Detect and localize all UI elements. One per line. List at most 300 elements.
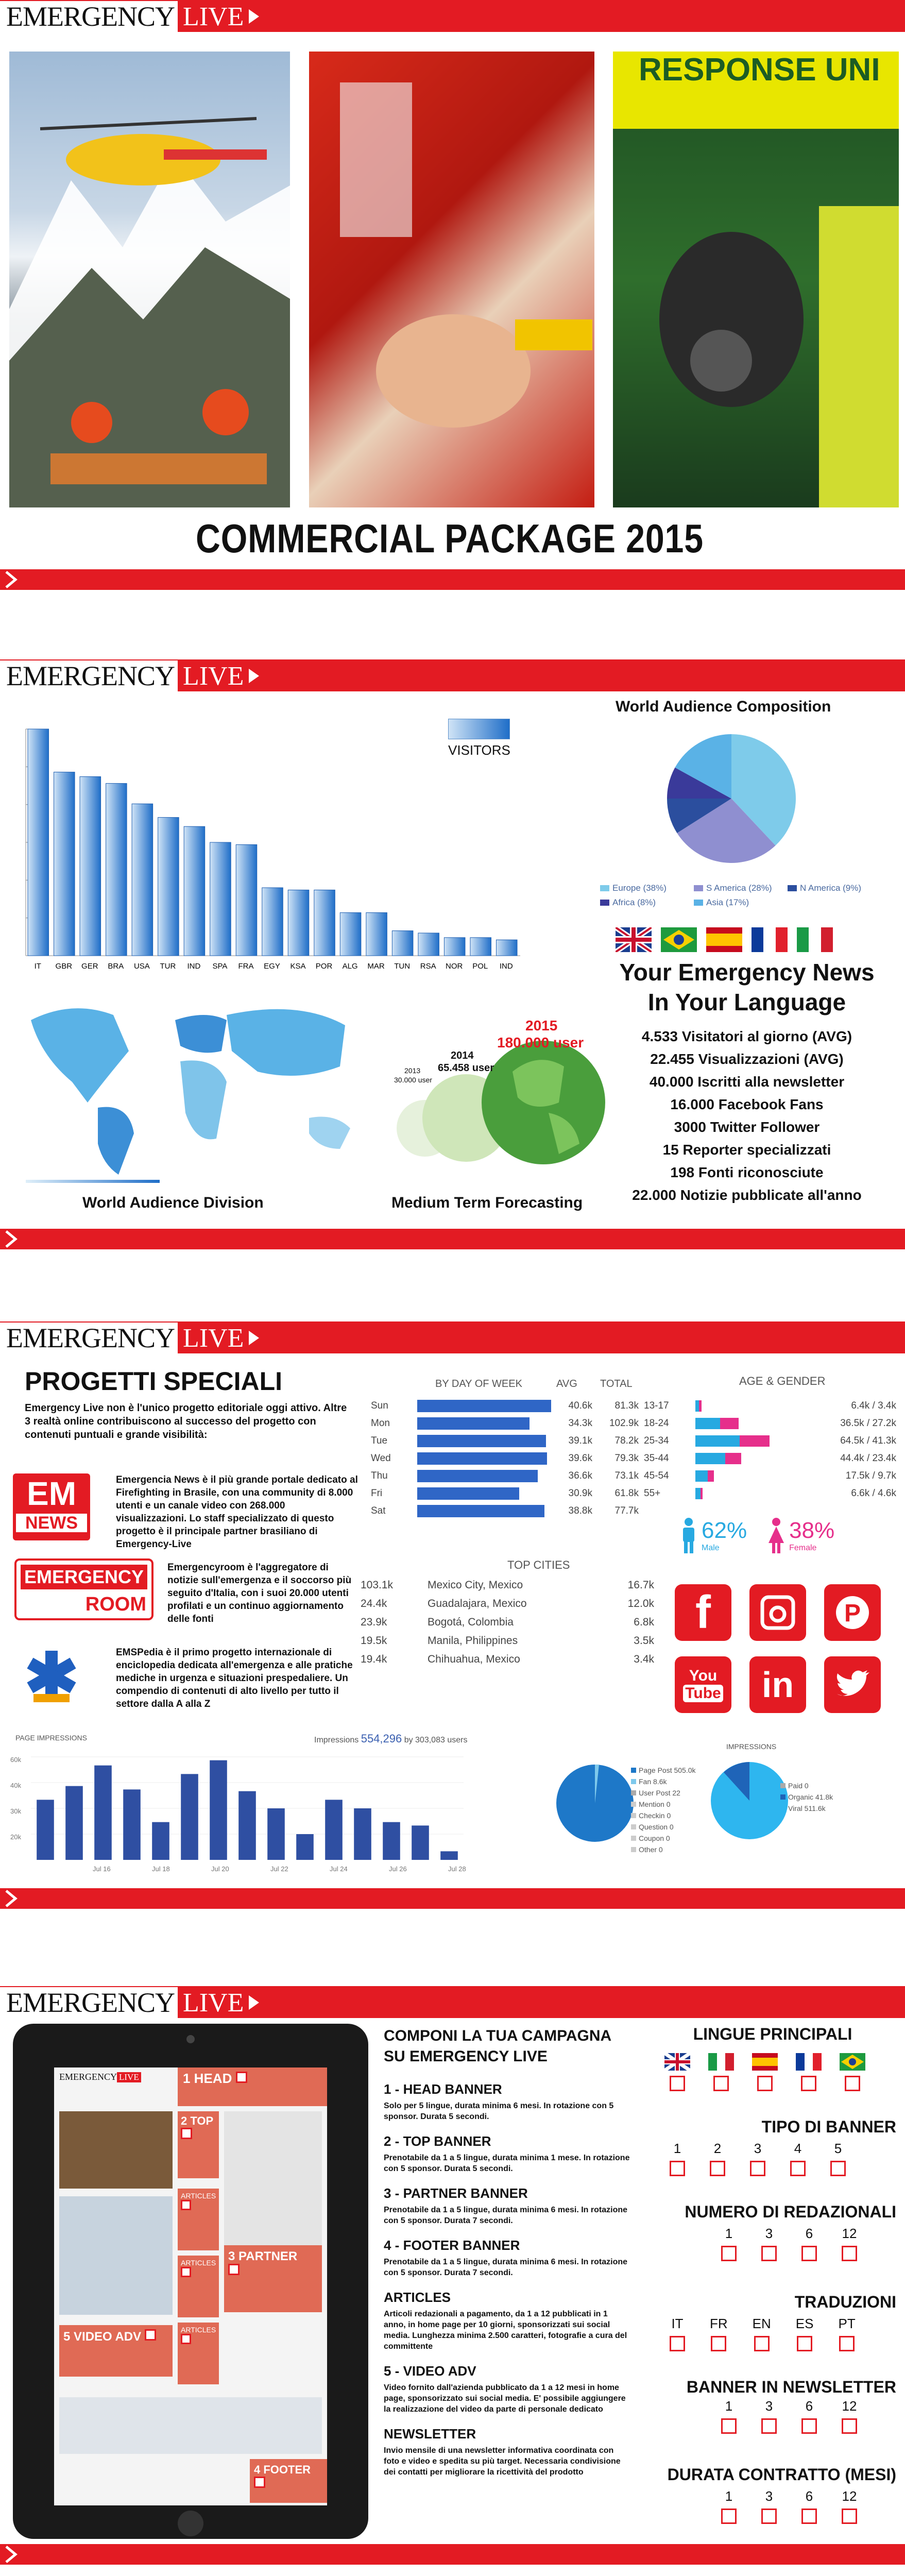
traduzioni-option-label: IT <box>671 2316 684 2331</box>
dow-day: Fri <box>371 1488 383 1499</box>
dow-avg: 38.8k <box>568 1505 592 1516</box>
visitor-bar-label: ALG <box>342 962 358 971</box>
city-row <box>361 1616 664 1635</box>
visitor-bar <box>236 844 257 956</box>
impr-bar <box>412 1825 429 1860</box>
page-impr-label: PAGE IMPRESSIONS <box>15 1734 87 1742</box>
ad-video[interactable]: 5 VIDEO ADV <box>59 2325 173 2377</box>
age-value: 6.4k / 3.4k <box>851 1400 896 1411</box>
dow-day: Sat <box>371 1505 386 1516</box>
impr-bar <box>152 1822 169 1860</box>
medium-term-label: Medium Term Forecasting <box>391 1194 583 1211</box>
pie-legend-item <box>694 897 781 908</box>
campaign-title-1: COMPONI LA TUA CAMPAGNA <box>384 2027 612 2044</box>
uk-flag-icon <box>664 2053 690 2071</box>
france-flag-icon <box>796 2053 822 2071</box>
ad-articles-2[interactable]: ARTICLES <box>178 2256 219 2317</box>
stat-line: 22.455 Visualizzazioni (AVG) <box>650 1051 844 1067</box>
ad-articles-1[interactable]: ARTICLES <box>178 2189 219 2250</box>
tablet-mockup <box>13 2024 368 2539</box>
dow-bar-track <box>417 1452 551 1465</box>
campaign-item-title: 4 - FOOTER BANNER <box>384 2238 520 2253</box>
logo-live: LIVE <box>178 1323 264 1353</box>
lang-fr-checkbox[interactable] <box>801 2076 816 2091</box>
redazionali-checkbox[interactable] <box>761 2246 777 2261</box>
durata-option <box>721 2488 737 2524</box>
campaign-item <box>384 2363 631 2415</box>
newsletter-checkbox[interactable] <box>761 2418 777 2434</box>
svg-text:P: P <box>844 1600 861 1627</box>
world-map <box>10 979 371 1185</box>
forecast-2015-users: 180.000 user <box>497 1035 584 1050</box>
dow-day: Tue <box>371 1435 388 1446</box>
impr-bar <box>383 1822 400 1860</box>
logo-text: EMERGENCY <box>6 1323 175 1353</box>
tipo-checkbox[interactable] <box>830 2161 846 2176</box>
linkedin-icon[interactable]: in <box>749 1656 806 1713</box>
newsletter-option-label: 6 <box>805 2398 813 2414</box>
lang-it-checkbox[interactable] <box>713 2076 729 2091</box>
pie-2-legend <box>780 1780 833 1814</box>
stat-line: 40.000 Iscritti alla newsletter <box>649 1074 845 1090</box>
visitor-bar-label: POR <box>315 962 333 971</box>
lang-es-checkbox[interactable] <box>757 2076 773 2091</box>
audience-pie-chart <box>664 732 798 866</box>
tipo-checkbox[interactable] <box>710 2161 725 2176</box>
newsletter-title: BANNER IN NEWSLETTER <box>686 2378 896 2396</box>
impressions-users: by 303,083 users <box>404 1736 468 1744</box>
pie-1-legend-item: Fan 8.6k <box>631 1776 696 1787</box>
tipo-checkbox[interactable] <box>750 2161 765 2176</box>
visitor-bar-label: BRA <box>108 962 124 971</box>
dow-day: Thu <box>371 1470 388 1481</box>
spain-flag-icon <box>752 2053 778 2071</box>
forecast-2014-year: 2014 <box>451 1050 474 1061</box>
footer-bar-1 <box>0 569 905 590</box>
age-bar-male <box>695 1488 701 1499</box>
lang-en-checkbox[interactable] <box>670 2076 685 2091</box>
tipo-option <box>790 2141 806 2176</box>
campaign-item-text: Prenotabile da 1 a 5 lingue, durata minima 6 mesi. In rotazione con 5 sponsor. Durata 7 secondi. <box>384 2258 628 2277</box>
tablet-home-button[interactable] <box>178 2511 203 2536</box>
male-pct: 62% <box>702 1518 747 1543</box>
traduzioni-checkbox[interactable] <box>839 2336 855 2351</box>
visitors-legend <box>448 719 510 758</box>
traduzioni-checkbox[interactable] <box>670 2336 685 2351</box>
france-flag-icon <box>752 927 788 952</box>
age-bar-female <box>740 1435 770 1447</box>
impr-x-label: Jul 18 <box>152 1865 170 1873</box>
pie-legend-item <box>600 897 688 908</box>
dow-row <box>371 1502 649 1520</box>
impr-bar <box>238 1791 256 1860</box>
redazionali-options <box>721 2226 857 2261</box>
facebook-icon[interactable]: f <box>675 1584 731 1641</box>
campaign-items <box>384 2081 631 2489</box>
city-value: 12.0k <box>627 1598 654 1609</box>
visitor-bar <box>444 938 465 956</box>
age-bar <box>695 1435 819 1447</box>
campaign-item-title: 2 - TOP BANNER <box>384 2133 491 2149</box>
impr-bar <box>65 1786 83 1860</box>
newsletter-option <box>842 2398 857 2434</box>
traduzioni-options <box>670 2316 856 2351</box>
impr-x-label: Jul 28 <box>448 1865 466 1873</box>
newsletter-checkbox[interactable] <box>721 2418 737 2434</box>
newsletter-options <box>721 2398 857 2434</box>
traduzioni-checkbox[interactable] <box>711 2336 726 2351</box>
project-2-text: Emergencyroom è l'aggregatore di notizie sull'emergenza e il soccorso più seguito d'Italia, con i suoi 20.000 utenti profilati e un continuo aggiornamento delle fonti <box>167 1562 352 1624</box>
tipo-checkbox[interactable] <box>670 2161 685 2176</box>
impressions-pie-2 <box>708 1759 791 1842</box>
tipo-option-label: 1 <box>673 2141 681 2156</box>
age-bar-female <box>725 1453 741 1464</box>
traduzioni-option <box>710 2316 728 2351</box>
tipo-options <box>670 2141 846 2176</box>
instagram-icon[interactable] <box>749 1584 806 1641</box>
world-map-icon <box>10 979 371 1185</box>
age-bar-male <box>695 1400 699 1412</box>
dow-avg: 34.3k <box>568 1418 592 1429</box>
city-value: 6.8k <box>634 1616 654 1628</box>
age-bar-male <box>695 1435 740 1447</box>
pie-1-legend-item: Checkin 0 <box>631 1810 696 1821</box>
visitor-bar-label: TUN <box>394 962 411 971</box>
twitter-icon[interactable] <box>824 1656 881 1713</box>
impressions-pie-1 <box>554 1762 636 1844</box>
campaign-item-text: Solo per 5 lingue, durata minima 6 mesi. In rotazione con 5 sponsor. Durata 5 secondi. <box>384 2102 614 2121</box>
redazionali-option-label: 12 <box>842 2226 857 2241</box>
campaign-item <box>384 2426 631 2478</box>
visitor-bar-label: GER <box>81 962 98 971</box>
logo-2[interactable] <box>0 660 264 691</box>
footer-bar-4 <box>0 2544 905 2565</box>
project-3-text: EMSPedia è il primo progetto internazionale di enciclopedia dedicata all'emergenza e alle pratiche mediche in urgenza e situazioni prespedaliere. Un compendio di contenuti di alto livello per tutto il settore dalla A alla Z <box>116 1647 353 1709</box>
pinterest-icon[interactable] <box>824 1584 881 1641</box>
age-table <box>644 1397 896 1502</box>
pie-1-legend-item: Question 0 <box>631 1821 696 1833</box>
italy-flag-icon <box>797 927 833 952</box>
impr-x-label: Jul 16 <box>93 1865 111 1873</box>
campaign-item-text: Prenotabile da 1 a 5 lingue, durata minima 1 mese. In rotazione con 5 sponsor. Durata 5 secondi. <box>384 2154 630 2173</box>
dow-total: 102.9k <box>609 1418 639 1429</box>
age-range: 25-34 <box>644 1435 669 1446</box>
tablet-camera <box>186 2035 195 2043</box>
durata-option <box>801 2488 817 2524</box>
visitor-bar <box>418 933 439 956</box>
chevron-right-icon <box>4 1889 19 1908</box>
campaign-item-title: NEWSLETTER <box>384 2426 476 2442</box>
durata-title: DURATA CONTRATTO (MESI) <box>667 2465 896 2484</box>
traduzioni-option <box>796 2316 814 2351</box>
city-sessions: 23.9k <box>361 1616 387 1628</box>
lingue-options <box>664 2053 865 2091</box>
traduzioni-title: TRADUZIONI <box>794 2293 896 2311</box>
durata-checkbox[interactable] <box>842 2509 857 2524</box>
newsletter-checkbox[interactable] <box>801 2418 817 2434</box>
female-pct: 38% <box>789 1518 835 1543</box>
footer-bar-3 <box>0 1888 905 1909</box>
stat-line: 198 Fonti riconosciute <box>670 1164 824 1180</box>
durata-checkbox[interactable] <box>721 2509 737 2524</box>
visitor-bar-label: NOR <box>446 962 463 971</box>
logo-3[interactable] <box>0 1323 264 1353</box>
pie-1-legend-item: Mention 0 <box>631 1799 696 1810</box>
pie-1-legend-item: User Post 22 <box>631 1787 696 1799</box>
special-projects-title: PROGETTI SPECIALI <box>25 1367 283 1396</box>
visitor-bar <box>80 776 101 956</box>
dow-total: 73.1k <box>614 1470 639 1481</box>
impressions-summary <box>314 1732 467 1745</box>
male-label: Male <box>702 1544 720 1552</box>
forecast-2013-users: 30.000 user <box>394 1076 432 1084</box>
durata-checkbox[interactable] <box>761 2509 777 2524</box>
ad-footer[interactable]: 4 FOOTER <box>250 2459 327 2503</box>
tipo-option <box>710 2141 725 2176</box>
dow-day: Wed <box>371 1453 391 1464</box>
durata-option-label: 1 <box>725 2488 733 2504</box>
impressions-bar-chart <box>10 1747 474 1878</box>
campaign-item-text: Articoli redazionali a pagamento, da 1 a 12 pubblicati in 1 anno, in home page per 10 giorni, sponsorizzati sui social media. Lunghezza minima 2.500 caratteri, fotografie a cura del committente <box>384 2310 627 2351</box>
impr-x-label: Jul 26 <box>389 1865 407 1873</box>
traduzioni-option-label: PT <box>838 2316 856 2331</box>
ad-articles-3[interactable]: ARTICLES <box>178 2323 219 2384</box>
durata-option <box>842 2488 857 2524</box>
female-label: Female <box>789 1544 817 1552</box>
legend-swatch <box>694 900 703 906</box>
dow-avg: 36.6k <box>568 1470 592 1481</box>
newsletter-option-label: 1 <box>725 2398 733 2414</box>
city-sessions: 19.5k <box>361 1635 387 1647</box>
age-range: 18-24 <box>644 1418 669 1429</box>
age-value: 64.5k / 41.3k <box>840 1435 896 1446</box>
logo-1[interactable] <box>0 1 264 32</box>
photo-rescue <box>309 52 594 507</box>
er-logo-line2: ROOM <box>85 1594 146 1615</box>
traduzioni-option-label: FR <box>710 2316 728 2331</box>
tipo-option-label: 5 <box>834 2141 842 2156</box>
traduzioni-option-label: EN <box>752 2316 771 2331</box>
er-logo-line1: EMERGENCY <box>21 1565 147 1589</box>
visitor-bar-label: RSA <box>420 962 436 971</box>
age-row <box>644 1485 896 1502</box>
pie-legend-item <box>694 883 781 893</box>
age-bar <box>695 1470 819 1482</box>
newsletter-option-label: 12 <box>842 2398 857 2414</box>
project-1-text: Emergencia News è il più grande portale dedicato al Firefighting in Brasile, con una community di 8.000 utenti e un canale video con 268.000 visualizzazioni. Lo staff specializzato di questo progetto è il principale partner brasiliano di Emergency-Live <box>116 1475 358 1550</box>
dow-row <box>371 1432 649 1450</box>
campaign-item-title: ARTICLES <box>384 2290 451 2305</box>
campaign-item-text: Invio mensile di una newsletter informativa coordinata con foto e video e spedita su più target. Necessaria condivisione dei contatti per migliorare la ricettività del prodotto <box>384 2446 621 2477</box>
total-header: TOTAL <box>600 1378 633 1389</box>
age-bar-female <box>708 1470 714 1482</box>
dow-row <box>371 1467 649 1485</box>
age-range: 35-44 <box>644 1453 669 1464</box>
stat-line: 16.000 Facebook Fans <box>670 1096 824 1112</box>
dow-bar <box>417 1470 538 1482</box>
stat-line: 4.533 Visitatori al giorno (AVG) <box>641 1028 852 1044</box>
lingue-title: LINGUE PRINCIPALI <box>693 2025 852 2043</box>
campaign-item-title: 3 - PARTNER BANNER <box>384 2185 528 2201</box>
impr-bar <box>325 1800 343 1860</box>
city-name: Bogotá, Colombia <box>428 1616 514 1628</box>
durata-checkbox[interactable] <box>801 2509 817 2524</box>
dow-avg: 40.6k <box>568 1400 592 1411</box>
redazionali-option <box>761 2226 777 2261</box>
age-range: 45-54 <box>644 1470 669 1481</box>
age-row <box>644 1450 896 1467</box>
legend-swatch <box>788 885 797 891</box>
redazionali-checkbox[interactable] <box>842 2246 857 2261</box>
pie-1-legend-item: Other 0 <box>631 1844 696 1855</box>
dow-day: Mon <box>371 1418 390 1429</box>
redazionali-option <box>721 2226 737 2261</box>
chevron-right-icon <box>4 570 19 589</box>
impr-bar <box>296 1834 314 1860</box>
age-row <box>644 1415 896 1432</box>
impr-axis-label: 60k <box>10 1756 21 1764</box>
age-row <box>644 1432 896 1450</box>
star-of-life-icon <box>21 1649 82 1705</box>
logo-live: LIVE <box>178 1987 264 2018</box>
impr-axis-label: 20k <box>10 1833 21 1841</box>
logo-live: LIVE <box>178 660 264 691</box>
pie-legend-item <box>788 883 875 893</box>
dow-row <box>371 1485 649 1502</box>
pie-2-legend-item: Paid 0 <box>780 1780 833 1791</box>
tipo-option <box>670 2141 685 2176</box>
tipo-option <box>830 2141 846 2176</box>
pie-legend-item <box>600 883 688 893</box>
impr-bar <box>94 1766 112 1860</box>
visitor-bar-label: MAR <box>367 962 385 971</box>
durata-option-label: 12 <box>842 2488 857 2504</box>
visitor-bar-label: USA <box>133 962 150 971</box>
pie-2-legend-item: Organic 41.8k <box>780 1791 833 1803</box>
visitor-bar-label: IT <box>34 962 41 971</box>
map-scale-bar <box>26 1180 160 1183</box>
tipo-checkbox[interactable] <box>790 2161 806 2176</box>
emergency-room-logo <box>14 1558 153 1620</box>
em-news-logo: EM NEWS <box>13 1473 90 1540</box>
impressions-small-label: IMPRESSIONS <box>726 1742 777 1751</box>
footer-bar-2 <box>0 1229 905 1249</box>
dow-bar <box>417 1400 551 1412</box>
female-icon <box>767 1517 785 1553</box>
age-bar <box>695 1418 819 1429</box>
durata-option-label: 3 <box>765 2488 773 2504</box>
age-value: 44.4k / 23.4k <box>840 1453 896 1464</box>
traduzioni-option <box>670 2316 685 2351</box>
visitor-bar <box>366 912 387 956</box>
mini-logo: EMERGENCY <box>59 2072 117 2082</box>
campaign-item <box>384 2133 631 2174</box>
campaign-item <box>384 2081 631 2122</box>
tablet-screen <box>54 2067 327 2505</box>
stats-list <box>597 1025 896 1207</box>
campaign-title-2: SU EMERGENCY LIVE <box>384 2048 548 2065</box>
tipo-option <box>750 2141 765 2176</box>
ad-top[interactable]: 2 TOP <box>178 2111 219 2178</box>
age-value: 36.5k / 27.2k <box>840 1418 896 1429</box>
logo-4[interactable] <box>0 1987 264 2018</box>
newsletter-option <box>721 2398 737 2434</box>
legend-label: VISITORS <box>448 742 510 758</box>
city-row <box>361 1653 664 1672</box>
legend-swatch <box>600 885 609 891</box>
stat-line: 15 Reporter specializzati <box>662 1142 831 1158</box>
ad-head[interactable]: 1 HEAD <box>178 2067 327 2106</box>
traduzioni-checkbox[interactable] <box>754 2336 770 2351</box>
dow-total: 77.7k <box>614 1505 639 1516</box>
visitor-bar-label: FRA <box>238 962 254 971</box>
dow-bar-track <box>417 1505 551 1517</box>
dow-bar-track <box>417 1400 551 1412</box>
dow-day: Sun <box>371 1400 388 1411</box>
visitor-bar <box>54 772 75 956</box>
campaign-item <box>384 2238 631 2278</box>
tipo-title: TIPO DI BANNER <box>761 2117 896 2136</box>
visitor-bar <box>184 826 205 956</box>
visitor-bar-label: GBR <box>55 962 73 971</box>
lang-pt-checkbox[interactable] <box>845 2076 860 2091</box>
dow-bar <box>417 1452 547 1465</box>
campaign-item <box>384 2290 631 2352</box>
redazionali-option <box>801 2226 817 2261</box>
legend-label: Asia (17%) <box>706 897 749 907</box>
ad-partner[interactable]: 3 PARTNER <box>224 2245 322 2312</box>
world-comp-title: World Audience Composition <box>616 698 831 715</box>
redazionali-title: NUMERO DI REDAZIONALI <box>685 2202 896 2221</box>
italy-flag-icon <box>708 2053 734 2071</box>
durata-option-label: 6 <box>805 2488 813 2504</box>
brazil-flag-icon <box>840 2053 865 2071</box>
redazionali-checkbox[interactable] <box>801 2246 817 2261</box>
age-range: 55+ <box>644 1488 661 1499</box>
dow-total: 78.2k <box>614 1435 639 1446</box>
age-bar <box>695 1400 819 1412</box>
traduzioni-checkbox[interactable] <box>797 2336 812 2351</box>
visitor-bar <box>496 940 517 956</box>
impr-bar <box>123 1789 141 1860</box>
age-bar <box>695 1453 819 1464</box>
visitor-bar-label: EGY <box>264 962 280 971</box>
youtube-icon[interactable]: You Tube <box>675 1656 731 1713</box>
dow-bar <box>417 1417 530 1430</box>
newsletter-checkbox[interactable] <box>842 2418 857 2434</box>
photo-helicopter <box>9 52 290 507</box>
campaign-item <box>384 2185 631 2226</box>
visitor-bar <box>262 888 283 956</box>
redazionali-checkbox[interactable] <box>721 2246 737 2261</box>
social-icons <box>675 1584 891 1713</box>
durata-options <box>721 2488 857 2524</box>
chevron-right-icon <box>4 2545 19 2564</box>
legend-label: N America (9%) <box>800 883 862 893</box>
city-name: Manila, Philippines <box>428 1635 518 1647</box>
dow-header: BY DAY OF WEEK <box>435 1378 522 1389</box>
gender-split <box>680 1517 834 1553</box>
news-title-1: Your Emergency News <box>619 959 875 986</box>
visitor-bar-label: KSA <box>290 962 306 971</box>
campaign-item-text: Video fornito dall'azienda pubblicato da 1 a 12 mesi in home page, sponsorizzato sui social media. E' possibile aggiungere la realizzazione del video da parte di personale dedicato <box>384 2383 626 2414</box>
forecast-2014-users: 65.458 user <box>438 1062 494 1074</box>
newsletter-option-label: 3 <box>765 2398 773 2414</box>
impr-x-label: Jul 20 <box>211 1865 229 1873</box>
age-value: 6.6k / 4.6k <box>851 1488 896 1499</box>
tipo-option-label: 3 <box>754 2141 762 2156</box>
city-sessions: 19.4k <box>361 1653 387 1665</box>
